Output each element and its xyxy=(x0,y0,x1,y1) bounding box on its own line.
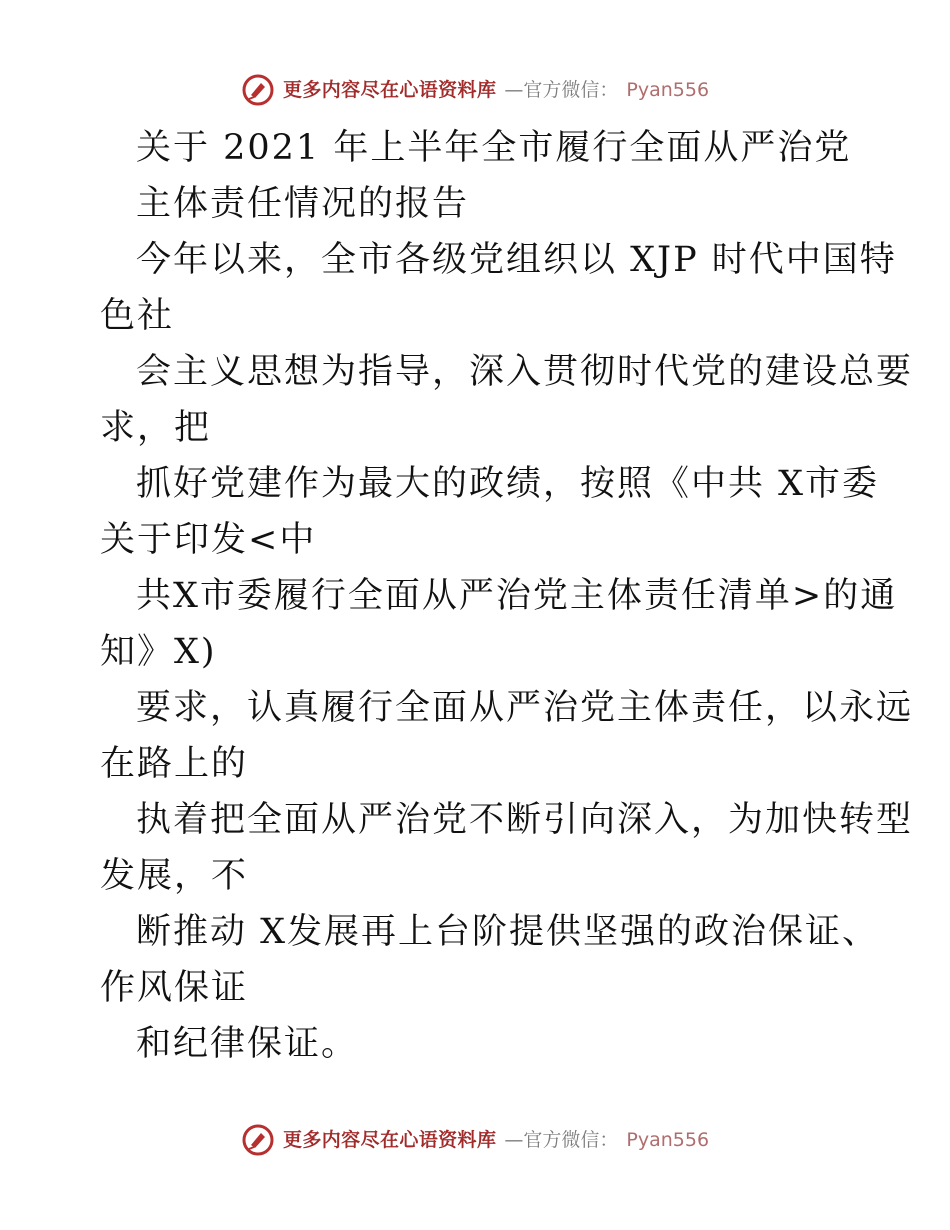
watermark-logo-icon xyxy=(241,73,275,107)
watermark-main-text: 更多内容尽在心语资料库 xyxy=(282,1128,497,1151)
header-watermark xyxy=(0,68,950,112)
paragraph-line: 关于印发<中 xyxy=(100,520,317,560)
title-line-1: 关于 2021 年上半年全市履行全面从严治党 xyxy=(136,128,852,168)
paragraph-line: 执着把全面从严治党不断引向深入，为加快转型 xyxy=(136,800,914,840)
watermark-wechat-id: Pyan556 xyxy=(626,1128,710,1151)
paragraph-line: 会主义思想为指导，深入贯彻时代党的建设总要 xyxy=(136,352,914,392)
paragraph-line: 在路上的 xyxy=(100,744,249,784)
paragraph-line: 色社 xyxy=(100,296,175,336)
paragraph-line: 求，把 xyxy=(100,408,212,448)
watermark-logo-icon xyxy=(241,1123,275,1157)
paragraph-line: 今年以来，全市各级党组织以 XJP 时代中国特 xyxy=(136,240,897,280)
title-line-2: 主体责任情况的报告 xyxy=(136,184,470,224)
paragraph-line: 共X市委履行全面从严治党主体责任清单>的通 xyxy=(136,576,898,616)
paragraph-line: 要求，认真履行全面从严治党主体责任，以永远 xyxy=(136,688,914,728)
watermark-separator-text: —官方微信： xyxy=(504,78,619,101)
paragraph-line: 抓好党建作为最大的政绩，按照《中共 X市委 xyxy=(136,464,880,504)
paragraph-line: 和纪律保证。 xyxy=(136,1024,359,1064)
footer-watermark xyxy=(0,1118,950,1162)
watermark-separator-text: —官方微信： xyxy=(504,1128,619,1151)
paragraph-line: 知》X) xyxy=(100,632,217,672)
watermark-wechat-id: Pyan556 xyxy=(626,78,710,101)
paragraph-line: 作风保证 xyxy=(100,968,249,1008)
document-body xyxy=(100,120,914,1100)
watermark-main-text: 更多内容尽在心语资料库 xyxy=(282,78,497,101)
paragraph-line: 断推动 X发展再上台阶提供坚强的政治保证、 xyxy=(136,912,880,952)
paragraph-line: 发展，不 xyxy=(100,856,249,896)
